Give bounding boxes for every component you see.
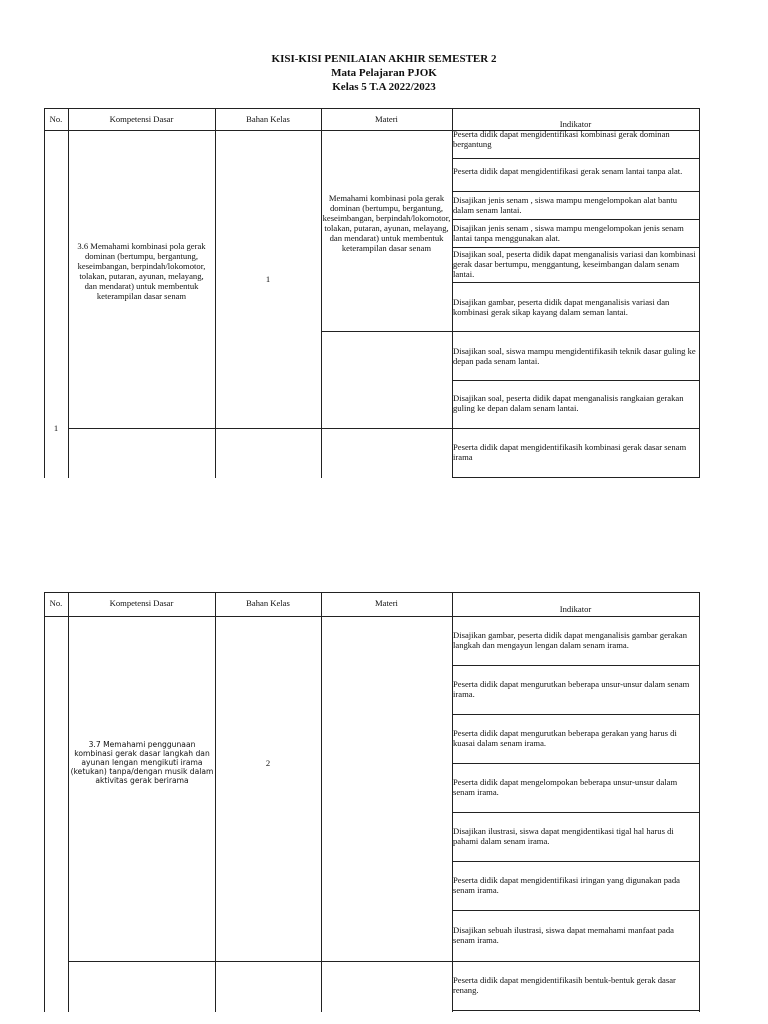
indikator-item: Peserta didik dapat mengelompokan beberapa unsur-unsur dalam senam irama. [453, 777, 678, 797]
kompetensi-dasar-text: 3.6 Memahami kombinasi pola gerak dominan (bertumpu, bergantung, keseimbangan, berpindah/lokomotor, tolakan, putaran, ayunan, melayang, dan mendarat) untuk membentuk keterampilan dasar senam [77, 241, 206, 301]
bahan-kelas-value: 1 [265, 274, 271, 284]
header-no: No. [49, 114, 63, 124]
indikator-item: Peserta didik dapat mengidentifikasi iringan yang digunakan pada senam irama. [453, 875, 680, 895]
bahan-kelas-value: 2 [265, 758, 271, 768]
header-materi: Materi [375, 114, 398, 124]
header-materi: Materi [375, 598, 398, 608]
header-bahan-kelas: Bahan Kelas [246, 598, 290, 608]
header-no: No. [49, 598, 63, 608]
document-subject: Mata Pelajaran PJOK [331, 67, 437, 79]
materi-text: Memahami kombinasi pola gerak dominan (bertumpu, bergantung, keseimbangan, berpindah/lokomotor, tolakan, putaran, ayunan, melayang, dan mendarat) untuk membentuk keterampilan dasar senam [322, 193, 451, 253]
indikator-item: Disajikan soal, peserta didik dapat menganalisis variasi dan kombinasi gerak dasar bertumpu, menggantung, keseimbangan dalam senam lantai. [453, 249, 696, 279]
header-indikator: Indikator [559, 604, 592, 614]
header-bahan-kelas: Bahan Kelas [246, 114, 290, 124]
document-title: KISI-KISI PENILAIAN AKHIR SEMESTER 2 [271, 53, 497, 65]
header-indikator: Indikator [559, 119, 592, 129]
indikator-item: Disajikan sebuah ilustrasi, siswa dapat memahami manfaat pada senam irama. [453, 925, 674, 945]
indikator-item: Disajikan soal, peserta didik dapat menganalisis rangkaian gerakan guling ke depan dalam senam lantai. [453, 393, 684, 413]
indikator-item: Peserta didik dapat mengidentifikasi gerak senam lantai tanpa alat. [453, 166, 683, 176]
indikator-item: Disajikan jenis senam , siswa mampu mengelompokan alat bantu dalam senam lantai. [453, 195, 678, 215]
indikator-item: Peserta didik dapat mengidentifikasih kombinasi gerak dasar senam irama [453, 442, 687, 462]
kompetensi-dasar-text: 3.7 Memahami penggunaan kombinasi gerak dasar langkah dan ayunan lengan mengikuti irama (ketukan) tanpa/dengan musik dalam aktivitas gerak berirama [70, 740, 214, 785]
indikator-item: Disajikan soal, siswa mampu mengidentifikasih teknik dasar guling ke depan pada senam lantai. [453, 346, 696, 366]
indikator-item: Peserta didik dapat mengidentifikasi kombinasi gerak dominan bergantung [453, 129, 670, 149]
indikator-item: Peserta didik dapat mengidentifikasih bentuk-bentuk gerak dasar renang. [453, 975, 676, 995]
indikator-item: Disajikan gambar, peserta didik dapat menganalisis gambar gerakan langkah dan mengayun lengan dalam senam irama. [453, 630, 687, 650]
document-class-year: Kelas 5 T.A 2022/2023 [332, 81, 436, 93]
indikator-item: Disajikan jenis senam , siswa mampu mengelompokan jenis senam lantai tanpa menggunakan alat. [453, 223, 684, 243]
indikator-item: Peserta didik dapat mengurutkan beberapa unsur-unsur dalam senam irama. [453, 679, 690, 699]
indikator-item: Disajikan ilustrasi, siswa dapat mengidentikasi tigal hal harus di pahami dalam senam irama. [453, 826, 674, 846]
header-kompetensi-dasar: Kompetensi Dasar [109, 114, 174, 124]
indikator-item: Peserta didik dapat mengurutkan beberapa gerakan yang harus di kuasai dalam senam irama. [453, 728, 677, 748]
row-number: 1 [53, 423, 59, 433]
header-kompetensi-dasar: Kompetensi Dasar [109, 598, 174, 608]
indikator-item: Disajikan gambar, peserta didik dapat menganalisis variasi dan kombinasi gerak sikap kayang dalam seman lantai. [453, 297, 670, 317]
